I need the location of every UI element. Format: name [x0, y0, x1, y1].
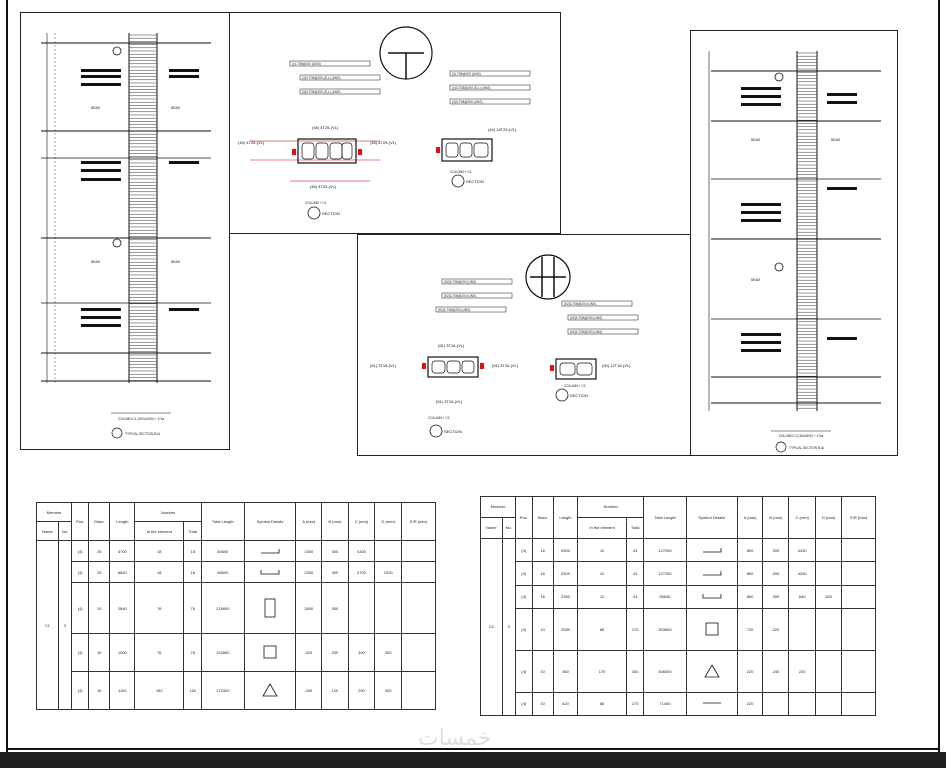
c1-dim-top: (45) 4T25-(VL)	[312, 125, 339, 130]
table-cell	[815, 650, 841, 692]
svg-text:BEAM: BEAM	[751, 138, 761, 142]
sub-no: No.	[58, 522, 72, 541]
table-cell: 12	[578, 562, 627, 585]
table-cell: 260	[296, 671, 322, 709]
table-cell: 10	[532, 650, 553, 692]
table-cell	[375, 583, 402, 634]
table-cell: (4)	[72, 583, 89, 634]
table-row	[481, 585, 876, 608]
table-cell: 56630	[644, 585, 686, 608]
table-cell	[842, 608, 876, 650]
table-cell: 2350	[553, 585, 577, 608]
bar-shape-symbol	[244, 541, 296, 562]
table-cell	[789, 692, 815, 715]
table-row	[481, 562, 876, 585]
member-no: 3	[58, 541, 72, 710]
table-cell: 16	[532, 562, 553, 585]
table-cell: 85	[578, 608, 627, 650]
hdr-diam: Diam.	[89, 503, 110, 541]
svg-text:BEAM: BEAM	[171, 106, 181, 110]
bar-shape-symbol	[686, 585, 737, 608]
c2-rebar-3: (52)3-T08@200 (UNS)	[438, 308, 471, 312]
bar-shape-symbol	[686, 562, 737, 585]
sub-total: Total	[626, 517, 643, 538]
table-cell	[763, 692, 789, 715]
table-cell: 300	[322, 541, 348, 562]
hdr-pos: Pos.	[515, 497, 532, 539]
table-row	[37, 633, 436, 671]
member-no: 3	[502, 538, 515, 715]
hdr-d: D (mm)	[815, 497, 841, 539]
table-row	[37, 541, 436, 562]
table-cell: (4)	[72, 562, 89, 583]
c1-column-tag-2: COLUMN + C1	[450, 170, 472, 174]
table-cell: 24	[626, 562, 643, 585]
table-cell: 200	[763, 562, 789, 585]
table-cell: (4)	[515, 608, 532, 650]
table-cell: 170	[626, 608, 643, 650]
table-cell: 25	[89, 562, 110, 583]
c2-section-mark-2: SECTION	[570, 393, 588, 398]
hdr-length: Length	[110, 503, 135, 541]
table-cell	[815, 562, 841, 585]
table-cell: 76	[135, 583, 184, 634]
table-cell: 1800	[296, 583, 322, 634]
right-col-size: COLUMN C2 (300x900) + 17ca	[778, 434, 824, 438]
bar-shape-symbol	[686, 608, 737, 650]
hdr-diam: Diam.	[532, 497, 553, 539]
table-cell: 12	[578, 538, 627, 561]
c1-dim-left: (45) 4T25-(VL)	[238, 140, 265, 145]
table-cell: 820	[815, 585, 841, 608]
hdr-d: D (mm)	[375, 503, 402, 541]
left-col-size: COLUMN C1 (300x1400) + 17ca	[117, 417, 165, 421]
table-cell: 800	[737, 562, 763, 585]
table-cell: 170	[578, 650, 627, 692]
table-cell: 2840	[110, 583, 135, 634]
hdr-number: Number	[135, 503, 202, 522]
table-cell: 4240	[789, 538, 815, 561]
table-cell: 3700	[110, 541, 135, 562]
table-cell: 71400	[644, 692, 686, 715]
table-cell: (4)	[515, 585, 532, 608]
table-cell	[842, 538, 876, 561]
table-cell: 220	[737, 650, 763, 692]
frame-left	[6, 0, 8, 752]
table-cell: 16	[532, 538, 553, 561]
table-cell	[815, 608, 841, 650]
c1-rebar-1: (3)-T08@200 (UNS)	[292, 62, 321, 66]
table-cell: 18	[184, 562, 202, 583]
table-cell: 76	[135, 633, 184, 671]
hdr-c: C (mm)	[789, 497, 815, 539]
c1-rebar-4: (3)-T08@200 (UNS)	[452, 72, 481, 76]
table-cell: 10	[89, 633, 110, 671]
hdr-total-length: Total Length	[202, 503, 245, 541]
table-cell: 220	[737, 692, 763, 715]
table-cell: 24	[626, 585, 643, 608]
hdr-symbol: Symbol Details	[686, 497, 737, 539]
table-cell: 353600	[644, 608, 686, 650]
table-cell: 200	[348, 671, 375, 709]
bar-shape-symbol	[686, 692, 737, 715]
table-cell: (4)	[515, 562, 532, 585]
table-cell: 76	[184, 633, 202, 671]
svg-text:BEAM: BEAM	[91, 260, 101, 264]
table-cell: 306000	[644, 650, 686, 692]
section-c2-drawing	[358, 235, 691, 456]
table-cell: 340	[626, 650, 643, 692]
column-section-c1	[229, 12, 561, 234]
c2-dim-top: (51) 3T16-(VL)	[438, 343, 465, 348]
c2-rebar-6: (52)3-T08@200 (UNS)	[570, 330, 603, 334]
bar-shape-symbol	[244, 562, 296, 583]
table-cell: 152	[135, 671, 184, 709]
table-cell: 1000	[110, 633, 135, 671]
c2-section-mark-1: SECTION	[444, 429, 462, 434]
table-row	[481, 538, 876, 561]
table-cell: 18	[135, 562, 184, 583]
member-name: C1	[37, 541, 59, 710]
left-elevation-caption: TYPICAL SECTION B1A	[125, 432, 161, 436]
hdr-total-length: Total Length	[644, 497, 686, 539]
hdr-c: C (mm)	[348, 503, 375, 541]
table-cell	[789, 608, 815, 650]
table-cell	[375, 541, 402, 562]
hdr-er: E/R (mm)	[842, 497, 876, 539]
c2-dim-bottom: (51) 3T16-(VL)	[436, 399, 463, 404]
sub-no: No.	[502, 517, 515, 538]
table-row	[37, 671, 436, 709]
table-cell: 640	[789, 585, 815, 608]
table-cell: 800	[737, 585, 763, 608]
table-cell	[842, 585, 876, 608]
member-name: C2	[481, 538, 503, 715]
table-cell: 65600	[202, 541, 245, 562]
table-cell: 12	[578, 585, 627, 608]
table-cell: 18	[184, 541, 202, 562]
table-cell: 120	[322, 671, 348, 709]
table-cell: 320	[375, 671, 402, 709]
table-cell: 127200	[644, 538, 686, 561]
table-cell	[402, 671, 436, 709]
c1-dim-right: (45) 4T25-(VL)	[370, 140, 397, 145]
table-cell: 240	[763, 650, 789, 692]
hdr-number: Number	[578, 497, 644, 518]
c1-rebar-3: (3)3-T08@200-(S,L) (UNS)	[302, 90, 341, 94]
bar-schedule-right	[480, 496, 876, 716]
table-cell: 152	[184, 671, 202, 709]
c1-dim-main: (44) 16T25-(VL)	[488, 127, 517, 132]
bar-shape-symbol	[686, 650, 737, 692]
table-cell: 300	[375, 633, 402, 671]
table-cell: (4)	[72, 633, 89, 671]
left-column-elevation	[20, 12, 230, 450]
table-cell: 2300	[296, 562, 322, 583]
table-cell: 320	[296, 633, 322, 671]
right-elevation-caption: TYPICAL SECTION B1A	[789, 446, 825, 450]
table-cell: 6840	[110, 562, 135, 583]
right-elevation-drawing	[691, 31, 898, 456]
table-cell: 10	[532, 608, 553, 650]
table-cell: 16	[532, 585, 553, 608]
right-column-elevation	[690, 30, 898, 456]
table-cell: 4240	[789, 562, 815, 585]
bar-shape-symbol	[244, 671, 296, 709]
table-cell: 10	[89, 671, 110, 709]
table-cell: 220	[763, 608, 789, 650]
table-cell	[348, 583, 375, 634]
c1-rebar-2: (3)3-T08@200-(S,L) (UNS)	[302, 76, 341, 80]
table-cell: 4300	[348, 541, 375, 562]
watermark-text: خمسات	[418, 726, 492, 751]
table-cell: (4)	[515, 650, 532, 692]
hdr-member: Member	[37, 503, 72, 522]
c2-column-tag-1: COLUMN + C2	[428, 416, 450, 420]
table-cell: 720	[737, 608, 763, 650]
bar-shape-symbol	[244, 633, 296, 671]
table-cell: 200	[763, 585, 789, 608]
table-cell: 1000	[375, 562, 402, 583]
bottom-bar	[0, 752, 946, 768]
c1-dim-bottom: (45) 4T25-(VL)	[310, 184, 337, 189]
table-cell: 800	[737, 538, 763, 561]
table-cell	[842, 692, 876, 715]
table-cell: 152800	[202, 633, 245, 671]
table-cell: (4)	[72, 541, 89, 562]
sub-in-element: In the element	[578, 517, 627, 538]
table-cell: 68600	[202, 562, 245, 583]
table-cell	[815, 692, 841, 715]
table-cell: 170	[626, 692, 643, 715]
table-row	[37, 562, 436, 583]
bar-schedule-left	[36, 502, 436, 710]
bar-shape-symbol	[244, 583, 296, 634]
table-row	[481, 608, 876, 650]
c1-rebar-6: (3)3-T08@200 (UNS)	[452, 100, 483, 104]
table-cell: 2080	[553, 608, 577, 650]
table-cell: 420	[553, 692, 577, 715]
table-cell: 215600	[202, 583, 245, 634]
svg-text:BEAM: BEAM	[831, 138, 841, 142]
table-cell: 10	[532, 692, 553, 715]
c2-rebar-1: (52)3-T08@200 (UNS)	[444, 280, 477, 284]
table-cell	[402, 633, 436, 671]
hdr-er: E/R (mm)	[402, 503, 436, 541]
table-cell: 25	[89, 541, 110, 562]
column-section-c2	[357, 234, 691, 456]
hdr-b: B (mm)	[322, 503, 348, 541]
table-cell: 220	[789, 650, 815, 692]
table-cell: 127200	[644, 562, 686, 585]
c2-dim-main: (50) 12T16-(VL)	[602, 363, 631, 368]
c2-rebar-4: (52)3-T08@200 (UNS)	[564, 302, 597, 306]
table-cell: 1300	[296, 541, 322, 562]
svg-text:BEAM: BEAM	[91, 106, 101, 110]
table-cell: 230	[322, 633, 348, 671]
table-cell: 5300	[553, 538, 577, 561]
section-c1-drawing	[230, 13, 561, 234]
table-cell: 18	[135, 541, 184, 562]
table-cell: (4)	[72, 671, 89, 709]
hdr-length: Length	[553, 497, 577, 539]
hdr-pos: Pos.	[72, 503, 89, 541]
bar-shape-symbol	[686, 538, 737, 561]
table-row	[481, 692, 876, 715]
table-cell	[402, 583, 436, 634]
frame-right	[938, 0, 940, 752]
sub-total: Total	[184, 522, 202, 541]
sub-name: Name	[481, 517, 503, 538]
hdr-symbol: Symbol Details	[244, 503, 296, 541]
sub-name: Name	[37, 522, 59, 541]
hdr-a: A (mm)	[737, 497, 763, 539]
svg-text:BEAM: BEAM	[751, 278, 761, 282]
c2-dim-right: (51) 3T16-(VL)	[492, 363, 519, 368]
table-cell	[842, 562, 876, 585]
c2-rebar-5: (52)3-T08@200 (UNS)	[570, 316, 603, 320]
c1-section-mark-1: SECTION	[322, 211, 340, 216]
c1-column-tag-1: COLUMN + C1	[305, 201, 327, 205]
table-cell: (4)	[515, 538, 532, 561]
table-cell	[402, 562, 436, 583]
c2-dim-left: (51) 3T16-(VL)	[370, 363, 397, 368]
table-cell: 360	[553, 650, 577, 692]
table-cell: 24	[626, 538, 643, 561]
table-cell	[842, 650, 876, 692]
left-elevation-drawing	[21, 13, 230, 450]
table-cell: 200	[763, 538, 789, 561]
table-cell	[402, 541, 436, 562]
table-cell: 2700	[348, 562, 375, 583]
table-cell: 10	[89, 583, 110, 634]
c1-rebar-5: (3)3-T08@200-(S,L) (UNS)	[452, 86, 491, 90]
hdr-a: A (mm)	[296, 503, 322, 541]
hdr-member: Member	[481, 497, 516, 518]
table-cell: 300	[322, 562, 348, 583]
table-cell: 5300	[553, 562, 577, 585]
table-cell: 170320	[202, 671, 245, 709]
table-row	[481, 650, 876, 692]
table-cell: 76	[184, 583, 202, 634]
table-cell	[815, 538, 841, 561]
hdr-b: B (mm)	[763, 497, 789, 539]
table-cell: 85	[578, 692, 627, 715]
table-cell: 300	[348, 633, 375, 671]
sub-in-element: In the element	[135, 522, 184, 541]
c1-section-mark-2: SECTION	[466, 179, 484, 184]
table-cell: (4)	[515, 692, 532, 715]
c2-rebar-2: (52)3-T08@200 (UNS)	[444, 294, 477, 298]
table-cell: 1100	[110, 671, 135, 709]
svg-text:BEAM: BEAM	[171, 260, 181, 264]
table-cell: 300	[322, 583, 348, 634]
table-row	[37, 583, 436, 634]
c2-column-tag-2: COLUMN + C2	[564, 384, 586, 388]
